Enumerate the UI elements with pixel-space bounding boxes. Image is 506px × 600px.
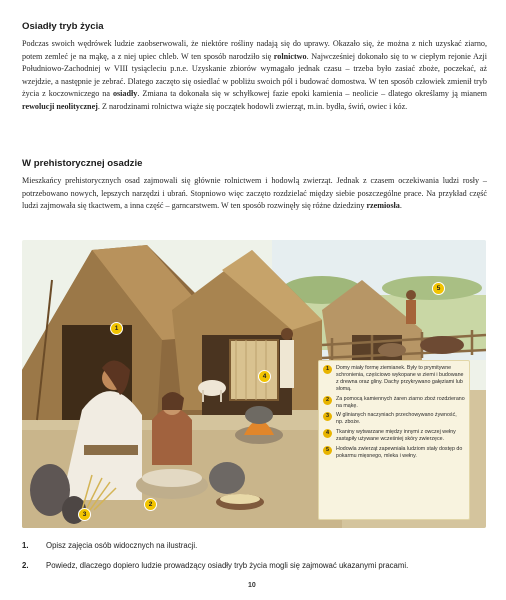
legend-item-2 <box>323 396 465 410</box>
legend-text: Za pomocą kamiennych żaren ziarno zboż rozdzierano na mąkę. <box>336 395 465 409</box>
section-title-prehistoric-settlement: W prehistorycznej osadzie <box>22 158 143 169</box>
legend-number: 1 <box>323 365 332 374</box>
legend-text: W glinianych naczyniach przechowywano żywność, np. zboże. <box>336 412 457 426</box>
legend-number: 5 <box>323 446 332 455</box>
text-run: Mieszkańcy prehistorycznych osad zajmowali się głównie rolnictwem i hodowlą zwierząt. Jednak z czasem oczekiwania ludzi rosły – potrzebowano nowych, lepszych narzędzi i ubrań. Stopniowo więc zaczęto rozdzielać między siebie poszczególne prace. Na przykład część ludzi zajmowała się tkactwem, a inna część – garncarstwem. W ten sposób rozwinęły się różne dziedziny <box>22 176 487 211</box>
marker-5: 5 <box>432 282 445 295</box>
task-text: Powiedz, dlaczego dopiero ludzie prowadzący osiadły tryb życia mogli się zajmować ukazanymi pracami. <box>46 561 409 570</box>
bold-term: rolnictwo <box>273 51 307 61</box>
text-run: . Zmiana ta dokonała się w schyłkowej fazie epoki kamienia – neolicie – dlatego określamy ją mianem <box>137 89 487 99</box>
task-text: Opisz zajęcia osób widocznych na ilustracji. <box>46 541 198 550</box>
legend-number: 2 <box>323 396 332 405</box>
legend-item-3 <box>323 412 465 426</box>
text-run: Podczas swoich wędrówek ludzie zaobserwowali, że niektóre rośliny nadają się do uprawy. Okazało się, że można z nich uzyskać ziarno, potem zemleć je na mąkę, a z niej upiec chleb. W ten sposób narodziło się <box>22 39 487 61</box>
page-number: 10 <box>248 582 256 589</box>
legend-text: Tkaniny wytwarzane między innymi z owczej wełny zastąpiły używane wcześniej skóry zwierzęce. <box>336 429 456 443</box>
text-run: . Z narodzinami rolnictwa wiąże się początek hodowli zwierząt, m.in. bydła, świń, owiec i kóz. <box>97 101 408 111</box>
bold-term: rzemiosła <box>366 201 400 211</box>
marker-2: 2 <box>144 498 157 511</box>
task-number: 2. <box>22 561 29 570</box>
marker-3: 3 <box>78 508 91 521</box>
text-run: . Najwcześniej dokonało się to w ciepłym rejonie Azji Południowo-Zachodniej w VIII tysiącleciu p.n.e. Uzyskanie zbiorów wymagało jednak czasu – trzeba było zasiać zboże, poczekać, aż wzejdzie, a następnie je zebrać. Dlatego zaczęto się osiedlać w pobliżu swoich pól i budować domostwa. W ten sposób człowiek zmienił tryb życia z koczowniczego na <box>22 51 487 99</box>
marker-1: 1 <box>110 322 123 335</box>
task-number: 1. <box>22 541 29 550</box>
paragraph-settled-life <box>22 38 487 114</box>
bold-term: rewolucji neolitycznej <box>22 101 98 111</box>
marker-4: 4 <box>258 370 271 383</box>
text-run: . <box>399 201 402 211</box>
paragraph-prehistoric-settlement <box>22 175 487 213</box>
legend-item-1 <box>323 365 465 393</box>
illustration-legend <box>318 360 470 520</box>
task-item-1 <box>22 541 197 550</box>
bold-term: osiadły <box>112 89 138 99</box>
legend-item-5 <box>323 446 465 460</box>
legend-number: 3 <box>323 412 332 421</box>
legend-text: Hodowla zwierząt zapewniała ludziom stały dostęp do pokarmu mięsnego, mleka i wełny. <box>336 446 463 459</box>
legend-item-4 <box>323 429 465 443</box>
legend-text: Domy miały formę ziemianek. Były to prymitywne schronienia, częściowo wykopane w ziemi i budowane z drewna oraz gliny. Dachy przykrywano gałęziami lub słomą. <box>336 365 464 392</box>
section-title-settled-life: Osiadły tryb życia <box>22 21 104 32</box>
legend-number: 4 <box>323 429 332 438</box>
task-item-2 <box>22 561 408 570</box>
